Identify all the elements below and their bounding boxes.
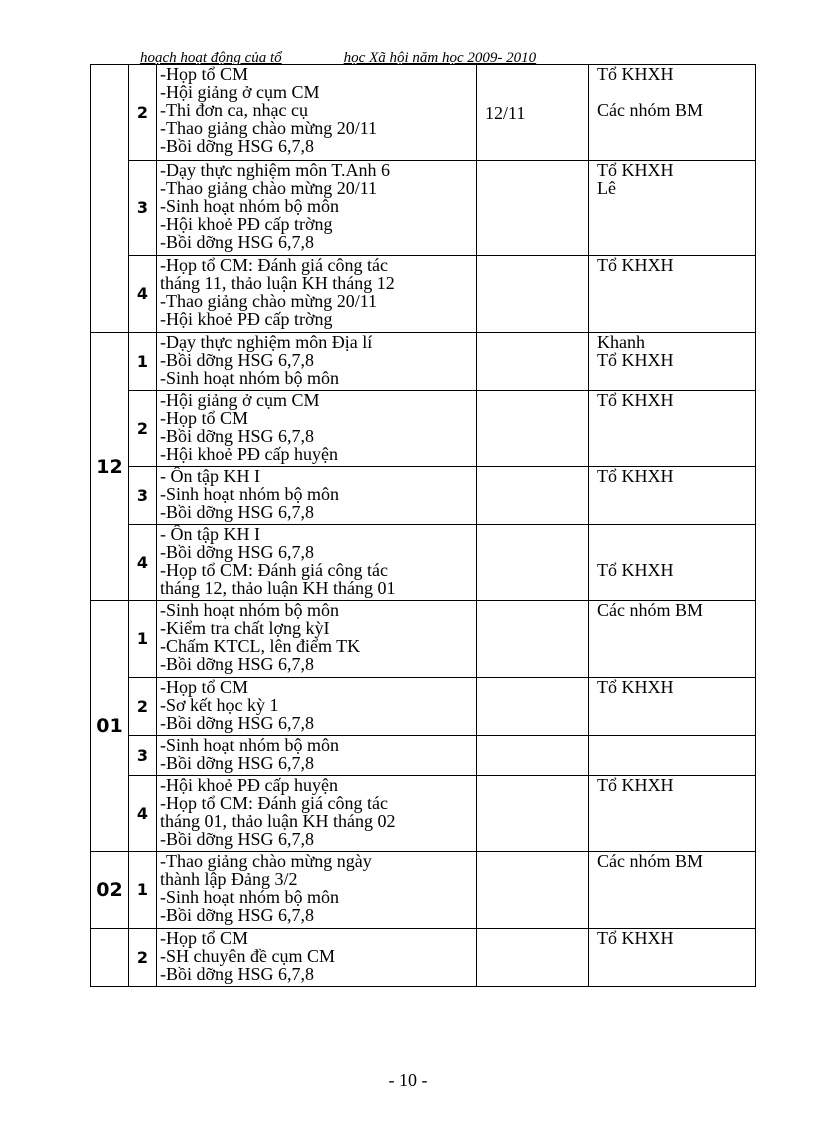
activity-line: -Sinh hoạt nhóm bộ môn (160, 887, 339, 907)
activity-line: -Bồi dỡng HSG 6,7,8 (160, 964, 315, 984)
table-row (91, 776, 756, 852)
activity-line: -Họp tổ CM: Đánh giá công tác (160, 255, 388, 275)
activities-cell (157, 256, 477, 333)
responsible-cell (589, 467, 756, 525)
activity-line: -Bồi dỡng HSG 6,7,8 (160, 136, 315, 156)
week-number: 3 (129, 467, 157, 525)
month-number: 12 (91, 333, 129, 601)
date-cell (477, 736, 589, 776)
activity-line: tháng 12, thảo luận KH tháng 01 (160, 578, 396, 598)
activity-line: -Họp tổ CM (160, 408, 249, 428)
date-cell (477, 333, 589, 391)
activity-line: -Bồi dỡng HSG 6,7,8 (160, 232, 315, 252)
activities-cell (157, 161, 477, 256)
month-cell (91, 929, 129, 987)
responsible-line: Tổ KHXH (597, 466, 674, 486)
week-number: 2 (129, 929, 157, 987)
responsible-line: Tổ KHXH (597, 928, 674, 948)
header-left: hoạch hoạt động của tổ (140, 50, 282, 66)
activities-cell (157, 678, 477, 736)
activity-line: -Họp tổ CM: Đánh giá công tác (160, 560, 388, 580)
activity-line: -Thao giảng chào mừng 20/11 (160, 118, 378, 138)
responsible-cell (589, 736, 756, 776)
activity-line: -Hội khoẻ PĐ cấp trờng (160, 214, 333, 234)
activity-line: -Bồi dỡng HSG 6,7,8 (160, 829, 315, 849)
table-row (91, 256, 756, 333)
activity-line: -Bồi dỡng HSG 6,7,8 (160, 713, 315, 733)
week-number: 2 (129, 391, 157, 467)
table-row (91, 467, 756, 525)
responsible-line: Các nhóm BM (597, 600, 703, 620)
activities-cell (157, 333, 477, 391)
responsible-cell (589, 852, 756, 929)
page-number: - 10 - (388, 1070, 428, 1090)
date-cell (477, 852, 589, 929)
responsible-cell (589, 678, 756, 736)
table-row (91, 678, 756, 736)
week-number: 1 (129, 601, 157, 678)
date-cell (477, 601, 589, 678)
responsible-cell (589, 333, 756, 391)
activity-line: thành lập Đảng 3/2 (160, 869, 298, 889)
date-cell (477, 467, 589, 525)
responsible-cell (589, 929, 756, 987)
responsible-line: Tổ KHXH (597, 775, 674, 795)
responsible-line (597, 525, 755, 543)
activity-line: -Họp tổ CM (160, 928, 249, 948)
responsible-cell (589, 776, 756, 852)
activity-line: -SH chuyên đề cụm CM (160, 946, 335, 966)
activity-line: tháng 11, thảo luận KH tháng 12 (160, 273, 395, 293)
responsible-line: Tổ KHXH (597, 390, 674, 410)
date-cell (477, 929, 589, 987)
activity-line: -Sinh hoạt nhóm bộ môn (160, 735, 339, 755)
activity-line: -Họp tổ CM (160, 64, 249, 84)
activity-line: -Bồi dỡng HSG 6,7,8 (160, 542, 315, 562)
table-row (91, 391, 756, 467)
activity-line: -Thi đơn ca, nhạc cụ (160, 100, 308, 120)
activity-line: -Dạy thực nghiệm môn T.Anh 6 (160, 160, 391, 180)
week-number: 4 (129, 256, 157, 333)
table-row (91, 333, 756, 391)
responsible-line: Tổ KHXH (597, 677, 674, 697)
activity-line: -Bồi dỡng HSG 6,7,8 (160, 426, 315, 446)
week-number: 2 (129, 65, 157, 161)
activities-cell (157, 65, 477, 161)
table-row (91, 601, 756, 678)
table-row (91, 161, 756, 256)
responsible-line: Khanh (597, 332, 645, 352)
responsible-line (597, 83, 755, 101)
responsible-cell (589, 65, 756, 161)
responsible-cell (589, 525, 756, 601)
activities-cell (157, 929, 477, 987)
table-row (91, 65, 756, 161)
date-cell (477, 776, 589, 852)
table-row (91, 525, 756, 601)
month-cell (91, 65, 129, 333)
week-number: 3 (129, 736, 157, 776)
date-cell (477, 391, 589, 467)
date-value: 12/11 (485, 102, 526, 123)
responsible-line: Tổ KHXH (597, 560, 674, 580)
month-number: 01 (91, 601, 129, 852)
activity-line: -Thao giảng chào mừng ngày (160, 851, 372, 871)
activity-line: - Ôn tập KH I (160, 524, 260, 544)
activity-line: -Thao giảng chào mừng 20/11 (160, 291, 378, 311)
responsible-line: Tổ KHXH (597, 64, 674, 84)
week-number: 3 (129, 161, 157, 256)
responsible-line (597, 543, 755, 561)
activity-line: -Chấm KTCL, lên điểm TK (160, 636, 361, 656)
date-cell (477, 678, 589, 736)
activity-line: -Dạy thực nghiệm môn Địa lí (160, 332, 373, 352)
responsible-line: Tổ KHXH (597, 255, 674, 275)
activity-line: -Họp tổ CM (160, 677, 249, 697)
week-number: 1 (129, 333, 157, 391)
activities-cell (157, 391, 477, 467)
activity-line: -Bồi dỡng HSG 6,7,8 (160, 350, 315, 370)
responsible-line: Tổ KHXH (597, 160, 674, 180)
activity-line: -Sơ kết học kỳ 1 (160, 695, 279, 715)
week-number: 2 (129, 678, 157, 736)
activities-cell (157, 525, 477, 601)
table-row (91, 852, 756, 929)
activity-line: -Họp tổ CM: Đánh giá công tác (160, 793, 388, 813)
responsible-line: Lê (597, 178, 616, 198)
activity-line: -Sinh hoạt nhóm bộ môn (160, 600, 339, 620)
activity-line: tháng 01, thảo luận KH tháng 02 (160, 811, 396, 831)
header-right: học Xã hội năm học 2009- 2010 (343, 50, 537, 66)
activity-line: - Ôn tập KH I (160, 466, 260, 486)
week-number: 4 (129, 776, 157, 852)
activities-cell (157, 852, 477, 929)
activity-line: -Sinh hoạt nhóm bộ môn (160, 196, 339, 216)
responsible-cell (589, 391, 756, 467)
activities-cell (157, 601, 477, 678)
date-cell (477, 65, 589, 161)
activity-line: -Bồi dỡng HSG 6,7,8 (160, 502, 315, 522)
responsible-cell (589, 256, 756, 333)
activity-line: -Bồi dỡng HSG 6,7,8 (160, 905, 315, 925)
activities-cell (157, 776, 477, 852)
responsible-line: Các nhóm BM (597, 100, 703, 120)
date-cell (477, 256, 589, 333)
responsible-cell (589, 601, 756, 678)
responsible-cell (589, 161, 756, 256)
activity-line: -Hội khoẻ PĐ cấp huyện (160, 444, 338, 464)
activity-line: -Bồi dỡng HSG 6,7,8 (160, 654, 315, 674)
responsible-line: Tổ KHXH (597, 350, 674, 370)
activity-line: -Hội khoẻ PĐ cấp huyện (160, 775, 338, 795)
activities-cell (157, 467, 477, 525)
activity-line: -Sinh hoạt nhóm bộ môn (160, 368, 339, 388)
activity-line: -Kiểm tra chất lợng kỳI (160, 618, 330, 638)
activities-cell (157, 736, 477, 776)
activity-line: -Thao giảng chào mừng 20/11 (160, 178, 378, 198)
week-number: 4 (129, 525, 157, 601)
week-number: 1 (129, 852, 157, 929)
activity-line: -Hội giảng ở cụm CM (160, 82, 320, 102)
plan-table (90, 64, 756, 987)
responsible-line: Các nhóm BM (597, 851, 703, 871)
activity-line: -Sinh hoạt nhóm bộ môn (160, 484, 339, 504)
activity-line: -Bồi dỡng HSG 6,7,8 (160, 753, 315, 773)
table-row (91, 736, 756, 776)
activity-line: -Hội giảng ở cụm CM (160, 390, 320, 410)
activity-line: -Hội khoẻ PĐ cấp trờng (160, 309, 333, 329)
date-cell (477, 525, 589, 601)
month-number: 02 (91, 852, 129, 929)
date-cell (477, 161, 589, 256)
table-row (91, 929, 756, 987)
